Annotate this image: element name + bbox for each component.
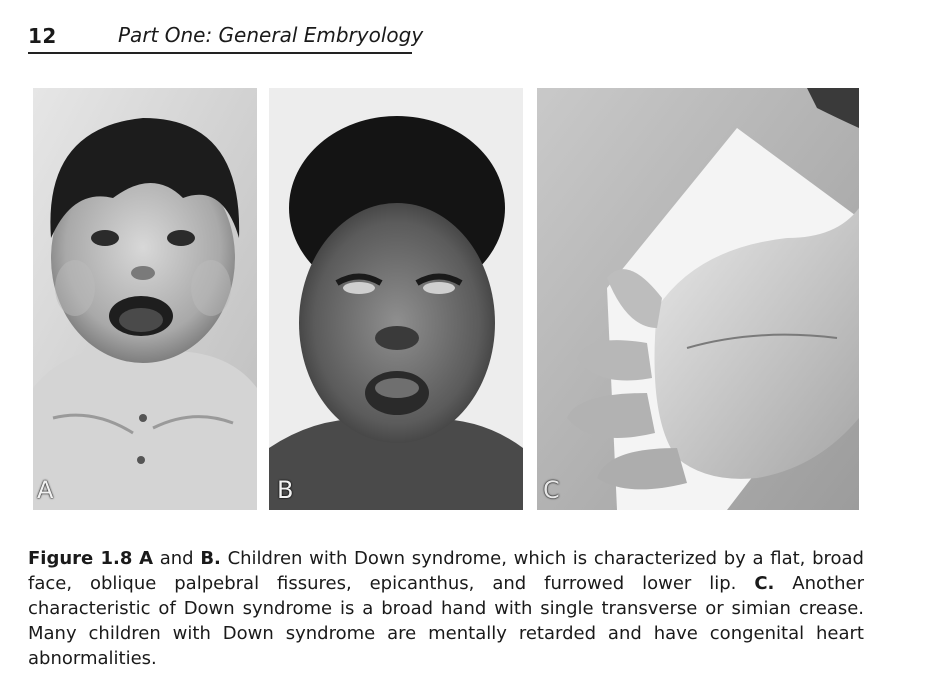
- figure-caption: [28, 546, 864, 671]
- figure-1-8: [33, 88, 859, 510]
- caption-text-ab: Children with Down syndrome, which is characterized by a flat, broad face, oblique palpebral fissures, epicanthus, and furrowed lower lip.: [28, 548, 864, 594]
- caption-and: and: [159, 548, 194, 569]
- panel-label-a: A: [37, 476, 54, 504]
- figure-panel-c: [537, 88, 859, 510]
- caption-figure-label: Figure 1.8: [28, 548, 133, 569]
- running-head: [28, 20, 424, 54]
- page-number: 12: [28, 24, 57, 48]
- section-title: Part One: General Embryology: [118, 23, 424, 47]
- panel-label-c: C: [543, 476, 560, 504]
- caption-panel-c: C.: [754, 573, 775, 594]
- child-face-photo-b: [269, 88, 523, 510]
- child-face-photo-a: [33, 88, 257, 510]
- hand-photo: [537, 88, 859, 510]
- caption-panel-a: A: [139, 548, 154, 569]
- panel-label-b: B: [277, 476, 294, 504]
- figure-panel-b: [269, 88, 523, 510]
- caption-text-c: Another characteristic of Down syndrome is a broad hand with single transverse or simian crease. Many children with Down syndrome are mentally retarded and have congenital heart abnormalities.: [28, 573, 864, 669]
- caption-panel-b: B.: [200, 548, 221, 569]
- figure-panel-a: [33, 88, 257, 510]
